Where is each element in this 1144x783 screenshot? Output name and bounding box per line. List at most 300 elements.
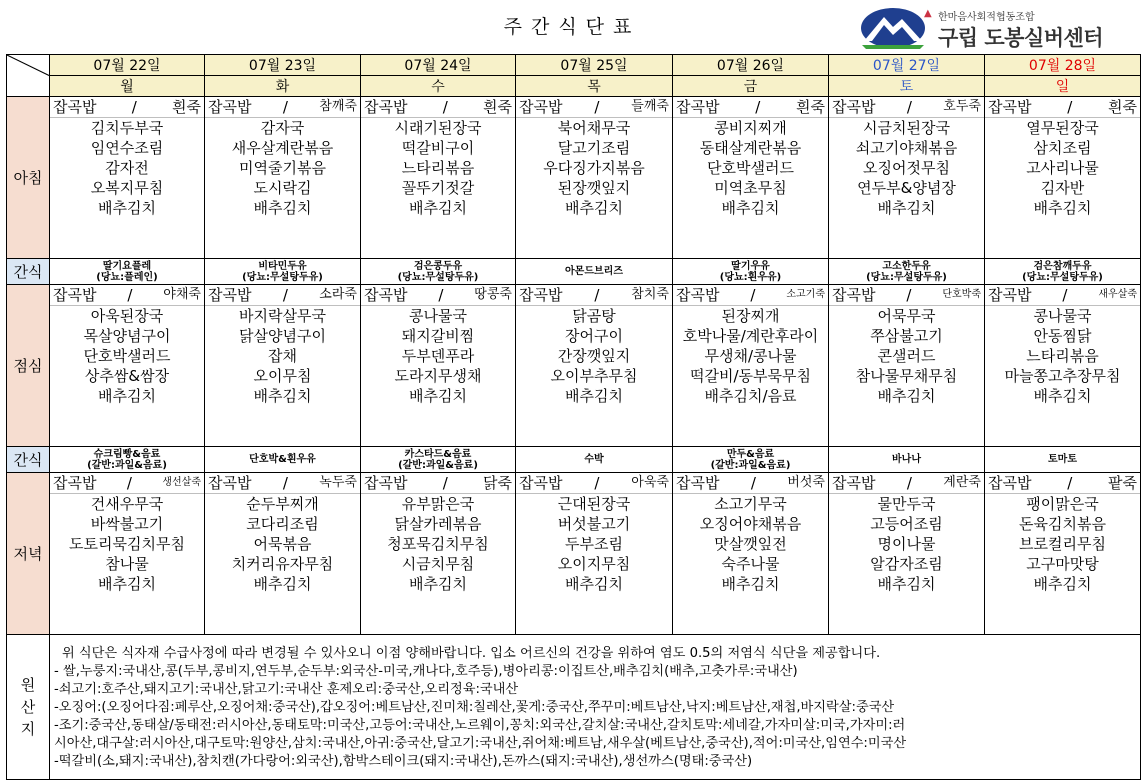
dinner-cell	[985, 473, 1141, 635]
snack-cell	[50, 259, 205, 285]
breakfast-cell	[985, 97, 1141, 259]
menu-item: 배추김치	[253, 575, 312, 593]
blank-line	[205, 238, 360, 258]
blank-line	[50, 218, 204, 238]
menu-item: 두부덴푸라	[401, 347, 475, 365]
rice-porridge-line	[829, 285, 984, 306]
menu-item: 어묵볶음	[253, 535, 312, 553]
menu-item: 도라지무생채	[394, 367, 482, 385]
slash-separator: /	[594, 286, 600, 304]
blank-line	[829, 614, 984, 634]
menu-item: 배추김치	[1033, 387, 1092, 405]
menu-item: 미역초무침	[714, 179, 787, 197]
rice-label: 잡곡밥	[53, 98, 97, 116]
rice-porridge-line	[829, 97, 984, 118]
lunch-cell	[516, 285, 673, 447]
blank-line	[50, 238, 204, 258]
snack-item: (갈반:과일&음료)	[398, 459, 478, 471]
menu-item: 닭곰탕	[572, 307, 616, 325]
blank-line	[985, 238, 1140, 258]
menu-item: 오복지무침	[90, 179, 164, 197]
origin-notice	[50, 635, 1141, 780]
porridge-label: 흰죽	[796, 98, 825, 116]
weekday-header: 화	[205, 76, 361, 97]
snack-item: 바나나	[892, 454, 921, 465]
slash-separator: /	[1067, 474, 1073, 492]
menu-item: 감자전	[105, 159, 149, 177]
lunch-cell	[829, 285, 985, 447]
menu-item: 동태살계란볶음	[699, 139, 802, 157]
snack-item: 단호박&흰우유	[249, 454, 316, 465]
menu-item: 꼴뚜기젓갈	[401, 179, 475, 197]
menu-item: 배추김치	[565, 387, 623, 405]
rice-label: 잡곡밥	[676, 286, 720, 304]
snack-cell	[516, 447, 673, 473]
rice-porridge-line	[50, 97, 204, 118]
lunch-cell	[985, 285, 1141, 447]
menu-item: 배추김치	[409, 199, 467, 217]
rice-label: 잡곡밥	[208, 98, 252, 116]
menu-item: 무생채/콩나물	[704, 347, 797, 365]
blank-line	[50, 614, 204, 634]
rice-label: 잡곡밥	[53, 286, 97, 304]
menu-item: 오징어야채볶음	[699, 515, 802, 533]
porridge-label: 흰죽	[1108, 98, 1137, 116]
menu-item: 감자국	[260, 119, 305, 137]
origin-line: -쇠고기:호주산,돼지고기:국내산,닭고기:국내산 훈제오리:중국산,오리정육:국내산	[54, 682, 519, 697]
blank-line	[985, 614, 1140, 634]
dinner-cell	[673, 473, 829, 635]
blank-line	[361, 406, 515, 426]
diagonal-line-icon	[7, 55, 49, 96]
rice-porridge-line	[516, 473, 672, 494]
menu-item: 알감자조림	[870, 555, 943, 573]
slash-separator: /	[755, 98, 761, 116]
snack-item: 비타민두유	[258, 260, 307, 272]
rice-label: 잡곡밥	[519, 286, 563, 304]
menu-item: 임연수조림	[90, 139, 164, 157]
breakfast-cell	[50, 97, 205, 259]
menu-item: 달고기조림	[557, 139, 631, 157]
blank-line	[829, 426, 984, 446]
menu-item: 쭈삼불고기	[870, 327, 943, 345]
origin-line: 시아산,대구살:러시아산,대구토막:원양산,삼치:국내산,아귀:중국산,달고기:국내산,쥐어채:베트남,새우살(베트남산,중국산),적어:미국산,임연수:미국산	[54, 736, 907, 751]
snack-cell	[516, 259, 673, 285]
menu-item: 호박나물/계란후라이	[682, 327, 819, 345]
porridge-label: 새우살죽	[1098, 289, 1137, 300]
weekly-menu-table	[6, 54, 1141, 780]
date-header: 07월 28일	[985, 55, 1141, 76]
rice-label: 잡곡밥	[988, 98, 1032, 116]
menu-item: 상추쌈&쌈장	[84, 367, 170, 385]
rice-label: 잡곡밥	[519, 98, 563, 116]
rice-label: 잡곡밥	[364, 474, 408, 492]
blank-line	[516, 218, 672, 238]
blank-line	[361, 238, 515, 258]
menu-item: 목살양념구이	[83, 327, 171, 345]
origin-label	[7, 635, 50, 780]
origin-label-text: 원산지	[20, 676, 36, 738]
menu-item: 소고기무국	[714, 495, 787, 513]
menu-item: 시래기된장국	[394, 119, 482, 137]
rice-label: 잡곡밥	[832, 286, 876, 304]
snack-item: 슈크림빵&음료	[93, 448, 161, 460]
rice-porridge-line	[673, 473, 828, 494]
porridge-label: 들깨죽	[631, 99, 669, 114]
rice-label: 잡곡밥	[364, 286, 408, 304]
date-header: 07월 23일	[205, 55, 361, 76]
porridge-label: 단호박죽	[942, 289, 981, 300]
menu-item: 오이부추무침	[550, 367, 638, 385]
slash-separator: /	[131, 98, 137, 116]
origin-line: -조기:중국산,동태살/동태전:러시아산,동태토막:미국산,고등어:국내산,노르웨이,꽁치:외국산,갈치살:국내산,갈치토막:세네갈,가자미살:미국,가자미:러	[54, 718, 906, 733]
blank-line	[985, 594, 1140, 614]
menu-item: 콩나물국	[409, 307, 467, 325]
menu-item: 열무된장국	[1026, 119, 1099, 137]
menu-item: 떡갈비구이	[401, 139, 475, 157]
blank-line	[205, 426, 360, 446]
menu-item: 물만두국	[877, 495, 936, 513]
rice-porridge-line	[50, 285, 204, 306]
menu-item: 단호박샐러드	[707, 159, 794, 177]
rice-label: 잡곡밥	[519, 474, 563, 492]
porridge-label: 호두죽	[943, 99, 981, 114]
rice-label: 잡곡밥	[988, 286, 1032, 304]
rice-label: 잡곡밥	[364, 98, 408, 116]
blank-line	[829, 238, 984, 258]
weekday-header: 수	[361, 76, 516, 97]
menu-item: 치커리유자무침	[231, 555, 334, 573]
weekday-header: 토	[829, 76, 985, 97]
breakfast-cell	[829, 97, 985, 259]
origin-line: -떡갈비(소,돼지:국내산),참치캔(가다랑어:외국산),함박스테이크(돼지:국내산),돈까스(돼지:국내산),생선까스(명태:중국산)	[54, 754, 753, 769]
dinner-cell	[829, 473, 985, 635]
porridge-label: 아욱죽	[631, 475, 669, 490]
snack-item: (갈반:과일&음료)	[710, 459, 791, 471]
slash-separator: /	[442, 474, 448, 492]
menu-item: 돈육김치볶음	[1019, 515, 1106, 533]
slash-separator: /	[594, 98, 600, 116]
menu-item: 바싹불고기	[90, 515, 164, 533]
snack-item: 검은참깨두유	[1033, 260, 1092, 272]
page-title: 주간식단표	[503, 16, 641, 38]
menu-item: 맛살깻잎전	[714, 535, 787, 553]
dinner-cell	[50, 473, 205, 635]
menu-item: 두부조림	[565, 535, 623, 553]
blank-line	[673, 594, 828, 614]
menu-item: 배추김치	[565, 575, 623, 593]
menu-item: 유부맑은국	[401, 495, 475, 513]
rice-label: 잡곡밥	[676, 474, 720, 492]
menu-item: 배추김치	[565, 199, 623, 217]
menu-item: 순두부찌개	[246, 495, 319, 513]
menu-item: 어묵무국	[877, 307, 936, 325]
breakfast-label: 아침	[7, 97, 50, 259]
menu-item: 오징어젓무침	[863, 159, 950, 177]
header-corner	[7, 55, 50, 97]
menu-item: 고구마맛탕	[1026, 555, 1099, 573]
slash-separator: /	[750, 474, 756, 492]
snack-item: (당뇨:흰우유)	[719, 271, 782, 283]
notice-line: 위 식단은 식자재 수급사정에 따라 변경될 수 있사오니 이점 양해바랍니다. 입소 어르신의 건강을 위하여 염도 0.5의 저염식 식단을 제공합니다.	[62, 646, 881, 661]
menu-item: 미역줄기볶음	[239, 159, 326, 177]
rice-porridge-line	[673, 97, 828, 118]
menu-item: 팽이맑은국	[1026, 495, 1099, 513]
slash-separator: /	[906, 474, 912, 492]
rice-porridge-line	[361, 285, 515, 306]
menu-item: 배추김치	[98, 387, 156, 405]
weekday-header: 목	[516, 76, 673, 97]
snack-cell	[205, 259, 361, 285]
menu-item: 새우살계란볶음	[231, 139, 334, 157]
menu-item: 떡갈비/동부묵무침	[690, 367, 811, 385]
menu-item: 배추김치	[877, 387, 936, 405]
lunch-cell	[205, 285, 361, 447]
slash-separator: /	[282, 474, 288, 492]
snack-item: 토마토	[1048, 454, 1077, 465]
slash-separator: /	[906, 286, 912, 304]
lunch-cell	[673, 285, 829, 447]
date-header: 07월 27일	[829, 55, 985, 76]
menu-item: 건새우무국	[90, 495, 164, 513]
rice-porridge-line	[673, 285, 828, 306]
porridge-label: 팥죽	[1108, 474, 1137, 492]
snack-cell	[50, 447, 205, 473]
menu-item: 근대된장국	[557, 495, 631, 513]
menu-item: 참나물	[105, 555, 149, 573]
menu-item: 닭살양념구이	[239, 327, 326, 345]
dinner-cell	[205, 473, 361, 635]
rice-porridge-line	[985, 473, 1140, 494]
menu-item: 청포묵김치무침	[387, 535, 489, 553]
blank-line	[985, 406, 1140, 426]
rice-label: 잡곡밥	[53, 474, 97, 492]
menu-item: 배추김치	[98, 199, 156, 217]
menu-item: 배추김치	[877, 575, 936, 593]
menu-item: 느타리볶음	[401, 159, 475, 177]
blank-line	[673, 614, 828, 634]
menu-item: 참나물무채무침	[855, 367, 958, 385]
weekday-header: 월	[50, 76, 205, 97]
menu-item: 고사리나물	[1026, 159, 1099, 177]
logo	[858, 5, 1140, 50]
blank-line	[516, 406, 672, 426]
slash-separator: /	[906, 98, 912, 116]
menu-item: 숙주나물	[721, 555, 780, 573]
snack-item: 아몬드브리즈	[565, 266, 623, 277]
rice-porridge-line	[50, 473, 204, 494]
origin-line: - 쌀,누룽지:국내산,콩(두부,콩비지,연두부,순두부:외국산-미국,캐나다,호주등),병아리콩:이집트산,배추김치(배추,고춧가루:국내산)	[54, 664, 798, 679]
snack-cell	[205, 447, 361, 473]
snack-cell	[673, 259, 829, 285]
snack-cell	[829, 259, 985, 285]
menu-item: 배추김치	[253, 199, 312, 217]
rice-porridge-line	[516, 97, 672, 118]
rice-porridge-line	[829, 473, 984, 494]
date-header: 07월 22일	[50, 55, 205, 76]
porridge-label: 땅콩죽	[474, 287, 512, 302]
snack-item: 만두&음료	[726, 448, 775, 460]
menu-item: 우다징가지볶음	[543, 159, 645, 177]
menu-item: 배추김치	[253, 387, 312, 405]
snack-item: (갈반:과일&음료)	[87, 459, 167, 471]
blank-line	[361, 218, 515, 238]
slash-separator: /	[594, 474, 600, 492]
menu-item: 삼치조림	[1033, 139, 1092, 157]
snack-cell	[985, 259, 1141, 285]
menu-item: 느타리볶음	[1026, 347, 1099, 365]
blank-line	[205, 406, 360, 426]
menu-item: 김치두부국	[90, 119, 164, 137]
rice-porridge-line	[205, 473, 360, 494]
dinner-label: 저녁	[7, 473, 50, 635]
blank-line	[985, 218, 1140, 238]
rice-label: 잡곡밥	[832, 474, 876, 492]
porridge-label: 소라죽	[319, 287, 357, 302]
slash-separator: /	[438, 286, 444, 304]
slash-separator: /	[750, 286, 756, 304]
menu-item: 배추김치	[98, 575, 156, 593]
menu-item: 연두부&양념장	[857, 179, 956, 197]
rice-label: 잡곡밥	[208, 286, 252, 304]
snack-label: 간식	[7, 447, 50, 473]
porridge-label: 닭죽	[483, 474, 512, 492]
blank-line	[50, 406, 204, 426]
menu-item: 브로컬리무침	[1019, 535, 1106, 553]
logo-center-name: 구립 도봉실버센터	[938, 26, 1104, 50]
blank-line	[673, 406, 828, 426]
menu-item: 배추김치	[721, 575, 780, 593]
weekday-header: 금	[673, 76, 829, 97]
menu-item: 오이지무침	[557, 555, 631, 573]
snack-item: 딸기우유	[731, 260, 770, 272]
snack-item: (당뇨:플레인)	[96, 271, 158, 283]
menu-item: 배추김치	[1033, 199, 1092, 217]
menu-item: 배추김치	[877, 199, 936, 217]
blank-line	[50, 594, 204, 614]
date-header: 07월 25일	[516, 55, 673, 76]
blank-line	[829, 406, 984, 426]
menu-item: 아욱된장국	[90, 307, 164, 325]
blank-line	[361, 594, 515, 614]
menu-item: 쇠고기야채볶음	[855, 139, 958, 157]
blank-line	[673, 218, 828, 238]
menu-item: 명이나물	[877, 535, 936, 553]
menu-item: 콩비지찌개	[714, 119, 787, 137]
breakfast-cell	[673, 97, 829, 259]
blank-line	[516, 238, 672, 258]
menu-item: 배추김치	[721, 199, 780, 217]
porridge-label: 버섯죽	[787, 475, 825, 490]
rice-porridge-line	[205, 285, 360, 306]
menu-item: 닭살카레볶음	[394, 515, 482, 533]
rice-porridge-line	[985, 97, 1140, 118]
menu-item: 배추김치	[1033, 575, 1092, 593]
menu-item: 배추김치/음료	[704, 387, 797, 405]
blank-line	[361, 614, 515, 634]
snack-item: 수박	[584, 454, 604, 465]
porridge-label: 야채죽	[163, 287, 201, 302]
menu-item: 코다리조림	[246, 515, 319, 533]
porridge-label: 흰죽	[172, 98, 201, 116]
menu-item: 도시락김	[253, 179, 312, 197]
menu-item: 북어채무국	[557, 119, 631, 137]
snack-cell	[829, 447, 985, 473]
blank-line	[985, 426, 1140, 446]
snack-item: (당뇨:무설탕두유)	[866, 271, 947, 283]
porridge-label: 참깨죽	[319, 99, 357, 114]
menu-item: 고등어조림	[870, 515, 943, 533]
blank-line	[673, 238, 828, 258]
mountain-logo-icon	[860, 7, 926, 49]
blank-line	[205, 218, 360, 238]
snack-cell	[361, 259, 516, 285]
menu-item: 콩나물국	[1033, 307, 1092, 325]
rice-porridge-line	[516, 285, 672, 306]
snack-item: (당뇨:무설탕두유)	[397, 271, 479, 283]
blank-line	[205, 594, 360, 614]
blank-line	[516, 614, 672, 634]
menu-item: 김자반	[1040, 179, 1085, 197]
slash-separator: /	[282, 98, 288, 116]
menu-item: 돼지갈비찜	[401, 327, 475, 345]
menu-item: 된장찌개	[721, 307, 780, 325]
date-header: 07월 26일	[673, 55, 829, 76]
dinner-cell	[361, 473, 516, 635]
blank-line	[516, 426, 672, 446]
slash-separator: /	[1062, 286, 1068, 304]
menu-item: 배추김치	[409, 575, 467, 593]
snack-cell	[361, 447, 516, 473]
blank-line	[361, 426, 515, 446]
date-header: 07월 24일	[361, 55, 516, 76]
blank-line	[516, 594, 672, 614]
rice-porridge-line	[985, 285, 1140, 306]
origin-line: -오징어:(오징어다짐:페루산,오징어채:중국산),갑오징어:베트남산,진미채:칠레산,꽃게:중국산,쭈꾸미:베트남산,낙지:베트남산,재첩,바지락살:중국산	[54, 700, 895, 715]
slash-separator: /	[1067, 98, 1073, 116]
menu-item: 시금치된장국	[863, 119, 950, 137]
menu-item: 장어구이	[565, 327, 623, 345]
snack-cell	[985, 447, 1141, 473]
snack-item: 검은콩두유	[413, 260, 463, 272]
menu-item: 바지락살무국	[239, 307, 326, 325]
menu-item: 마늘쫑고추장무침	[1004, 367, 1121, 385]
weekday-header: 일	[985, 76, 1141, 97]
menu-item: 도토리묵김치무침	[69, 535, 185, 553]
blank-line	[205, 614, 360, 634]
blank-line	[673, 426, 828, 446]
lunch-cell	[50, 285, 205, 447]
blank-line	[50, 426, 204, 446]
rice-porridge-line	[361, 97, 515, 118]
menu-item: 된장깻잎지	[557, 179, 631, 197]
menu-item: 간장깻잎지	[557, 347, 631, 365]
snack-item: 카스타드&음료	[404, 448, 472, 460]
menu-item: 버섯불고기	[557, 515, 631, 533]
rice-label: 잡곡밥	[832, 98, 876, 116]
menu-item: 안동찜닭	[1033, 327, 1092, 345]
porridge-label: 녹두죽	[319, 475, 357, 490]
rice-porridge-line	[205, 97, 360, 118]
breakfast-cell	[205, 97, 361, 259]
blank-line	[829, 594, 984, 614]
porridge-label: 생선살죽	[162, 477, 201, 488]
slash-separator: /	[127, 286, 133, 304]
snack-item: (당뇨:무설탕두유)	[242, 271, 323, 283]
lunch-cell	[361, 285, 516, 447]
menu-item: 잡채	[268, 347, 297, 365]
menu-item: 시금치무침	[401, 555, 475, 573]
